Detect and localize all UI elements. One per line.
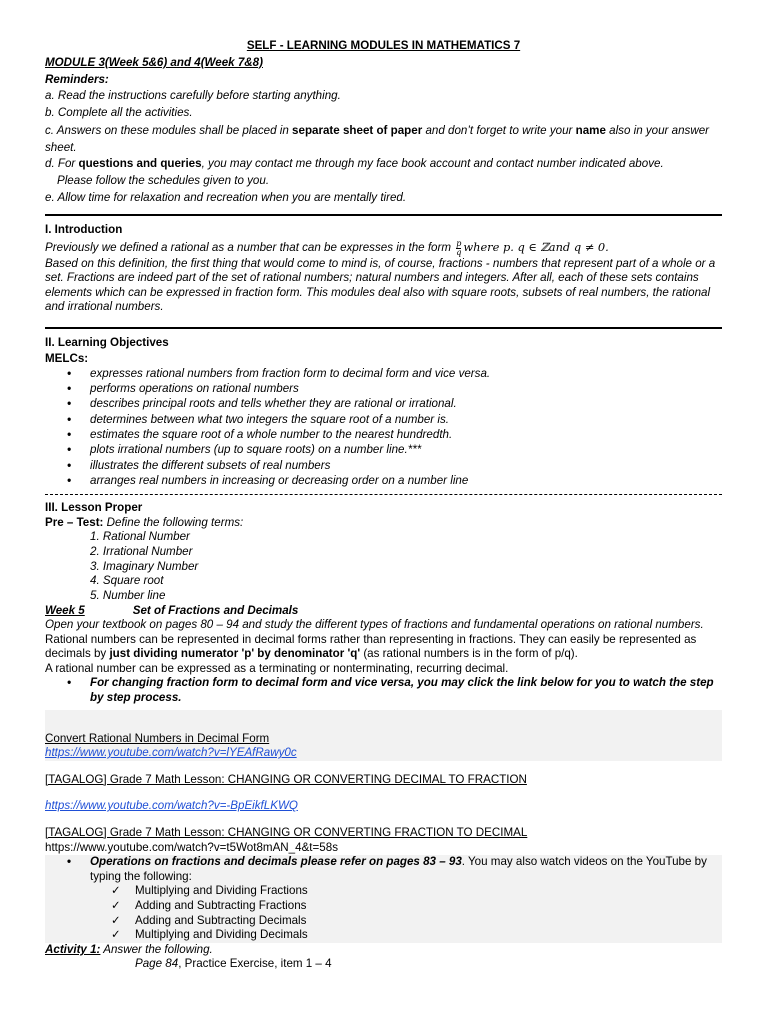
operations-bullet-list <box>45 855 722 884</box>
fraction-denominator: q <box>456 247 462 257</box>
reminder-d <box>45 156 722 173</box>
objective-item: • performs operations on rational numbers <box>67 381 722 396</box>
objective-item: • expresses rational numbers from fraction form to decimal form and vice versa. <box>67 366 722 381</box>
introduction-text: Previously we defined a rational as a number that can be expresses in the form <box>45 241 455 255</box>
operations-text: . You may also watch videos on the YouTube by typing the following: <box>90 855 707 883</box>
reminder-c-bold-paper: separate sheet of paper <box>292 123 423 137</box>
reminder-c-text-end: also in your answer sheet. <box>45 123 710 154</box>
module-heading: MODULE 3(Week 5&6) and 4(Week 7&8) <box>45 55 263 69</box>
shaded-spacer <box>45 710 722 732</box>
reminder-d-text-end: , you may contact me through my face book account and contact number indicated above. <box>201 156 664 170</box>
week-5-heading <box>45 603 722 618</box>
week-label: Week 5 <box>45 604 85 618</box>
representation-text: Rational numbers can be represented in decimal forms rather than representing in fractions. They can easily be represented as decimals by <box>45 632 697 661</box>
introduction-paragraph-2: Based on this definition, the first thing that would come to mind is, of course, fractions - numbers that represent part of a whole or a set. Fractions are indeed part of the set of rational numbers; natural numbers and integers. After all, each of these sets contains elements which can be expressed in fraction form. This modules deal also with square roots, subsets of real numbers, the rational and irrational numbers. <box>45 256 716 314</box>
section-divider <box>45 327 722 329</box>
reminder-c <box>45 122 722 156</box>
pretest-term: 3. Imaginary Number <box>90 559 199 573</box>
objectives-heading: II. Learning Objectives <box>45 335 169 349</box>
video-bullet-list <box>45 676 722 705</box>
reminder-c-text: c. Answers on these modules shall be placed in <box>45 123 293 137</box>
operations-bold: Operations on fractions and decimals please refer on pages 83 – 93 <box>90 855 462 869</box>
representation-text-end: (as rational numbers is in the form of p/q). <box>360 647 578 661</box>
document-title: SELF - LEARNING MODULES IN MATHEMATICS 7 <box>246 39 521 52</box>
reminder-b: b. Complete all the activities. <box>45 106 193 120</box>
reminder-d-bold: questions and queries <box>78 156 202 170</box>
link-2-title: [TAGALOG] Grade 7 Math Lesson: CHANGING OR CONVERTING DECIMAL TO FRACTION <box>45 772 527 786</box>
activity-page-number: Page 84 <box>135 957 179 971</box>
pretest-term: 2. Irrational Number <box>90 544 193 558</box>
pretest-instruction: Define the following terms: <box>103 515 244 529</box>
lesson-heading: III. Lesson Proper <box>45 501 143 515</box>
representation-paragraph <box>45 633 722 662</box>
reminder-d-text: d. For <box>45 156 79 170</box>
pretest-terms-list <box>45 530 722 603</box>
reminder-c-text-mid: and don’t forget to write your <box>422 123 576 137</box>
reminders-heading: Reminders: <box>45 72 109 86</box>
section-divider <box>45 214 722 216</box>
reminder-e: e. Allow time for relaxation and recreation when you are mentally tired. <box>45 190 407 204</box>
operations-checklist <box>45 884 722 942</box>
operations-item <box>67 855 722 884</box>
melcs-label: MELCs: <box>45 351 89 365</box>
link-1-url[interactable]: https://www.youtube.com/watch?v=lYEAfRawy0c <box>45 746 297 760</box>
week-title: Set of Fractions and Decimals <box>132 604 299 618</box>
operations-block <box>45 855 722 943</box>
terminating-paragraph: A rational number can be expressed as a terminating or nonterminating, recurring decimal. <box>45 661 509 675</box>
objective-item: • estimates the square root of a whole number to the nearest hundredth. <box>67 427 722 442</box>
objective-item: • arranges real numbers in increasing or decreasing order on a number line <box>67 473 722 488</box>
pretest-term: 4. Square root <box>90 574 164 588</box>
checklist-item: ✓ Adding and Subtracting Fractions <box>111 899 722 914</box>
link-1-title: Convert Rational Numbers in Decimal Form <box>45 731 270 745</box>
introduction-math: where p. q ∈ ℤand q ≠ 0. <box>463 240 609 255</box>
introduction-heading: I. Introduction <box>45 223 123 237</box>
checklist-item: ✓ Multiplying and Dividing Fractions <box>111 884 722 899</box>
activity-label: Activity 1: <box>45 942 101 956</box>
fraction-numerator: p <box>456 238 462 248</box>
fraction-p-over-q <box>456 240 461 257</box>
activity-1-line <box>45 943 722 958</box>
activity-instruction: Answer the following. <box>100 942 213 956</box>
reminder-a: a. Read the instructions carefully before starting anything. <box>45 89 341 103</box>
pretest-label: Pre – Test: <box>45 515 104 529</box>
checklist-item: ✓ Multiplying and Dividing Decimals <box>111 928 722 943</box>
reminder-c-bold-name: name <box>575 123 606 137</box>
objective-item: • plots irrational numbers (up to square roots) on a number line.*** <box>67 442 722 457</box>
checklist-item: ✓ Adding and Subtracting Decimals <box>111 914 722 929</box>
pretest-term: 1. Rational Number <box>90 530 190 544</box>
objective-item: • illustrates the different subsets of real numbers <box>67 458 722 473</box>
section-divider-dashed <box>45 494 722 495</box>
objective-item: • determines between what two integers the square root of a number is. <box>67 412 722 427</box>
link-3-url[interactable]: https://www.youtube.com/watch?v=t5Wot8mAN_4&t=58s <box>45 840 338 854</box>
pretest-line <box>45 516 722 531</box>
link-block-1 <box>45 732 722 761</box>
textbook-note: Open your textbook on pages 80 – 94 and study the different types of fractions and fundamental operations on rational numbers. <box>45 618 704 632</box>
objective-item: • describes principal roots and tells whether they are rational or irrational. <box>67 396 722 411</box>
pretest-term: 5. Number line <box>90 588 166 602</box>
introduction-paragraph-1 <box>45 239 722 257</box>
video-instruction: • For changing fraction form to decimal form and vice versa, you may click the link below for you to watch the step by step process. <box>67 676 722 705</box>
representation-bold: just dividing numerator 'p' by denominator 'q' <box>109 647 361 661</box>
objectives-list <box>45 366 722 488</box>
activity-exercise: , Practice Exercise, item 1 – 4 <box>178 957 332 971</box>
reminder-d-line2: Please follow the schedules given to you. <box>57 173 270 187</box>
activity-page-ref <box>45 957 722 972</box>
link-3-title: [TAGALOG] Grade 7 Math Lesson: CHANGING OR CONVERTING FRACTION TO DECIMAL <box>45 825 528 839</box>
link-2-url[interactable]: https://www.youtube.com/watch?v=-BpEikfLKWQ <box>45 799 298 813</box>
